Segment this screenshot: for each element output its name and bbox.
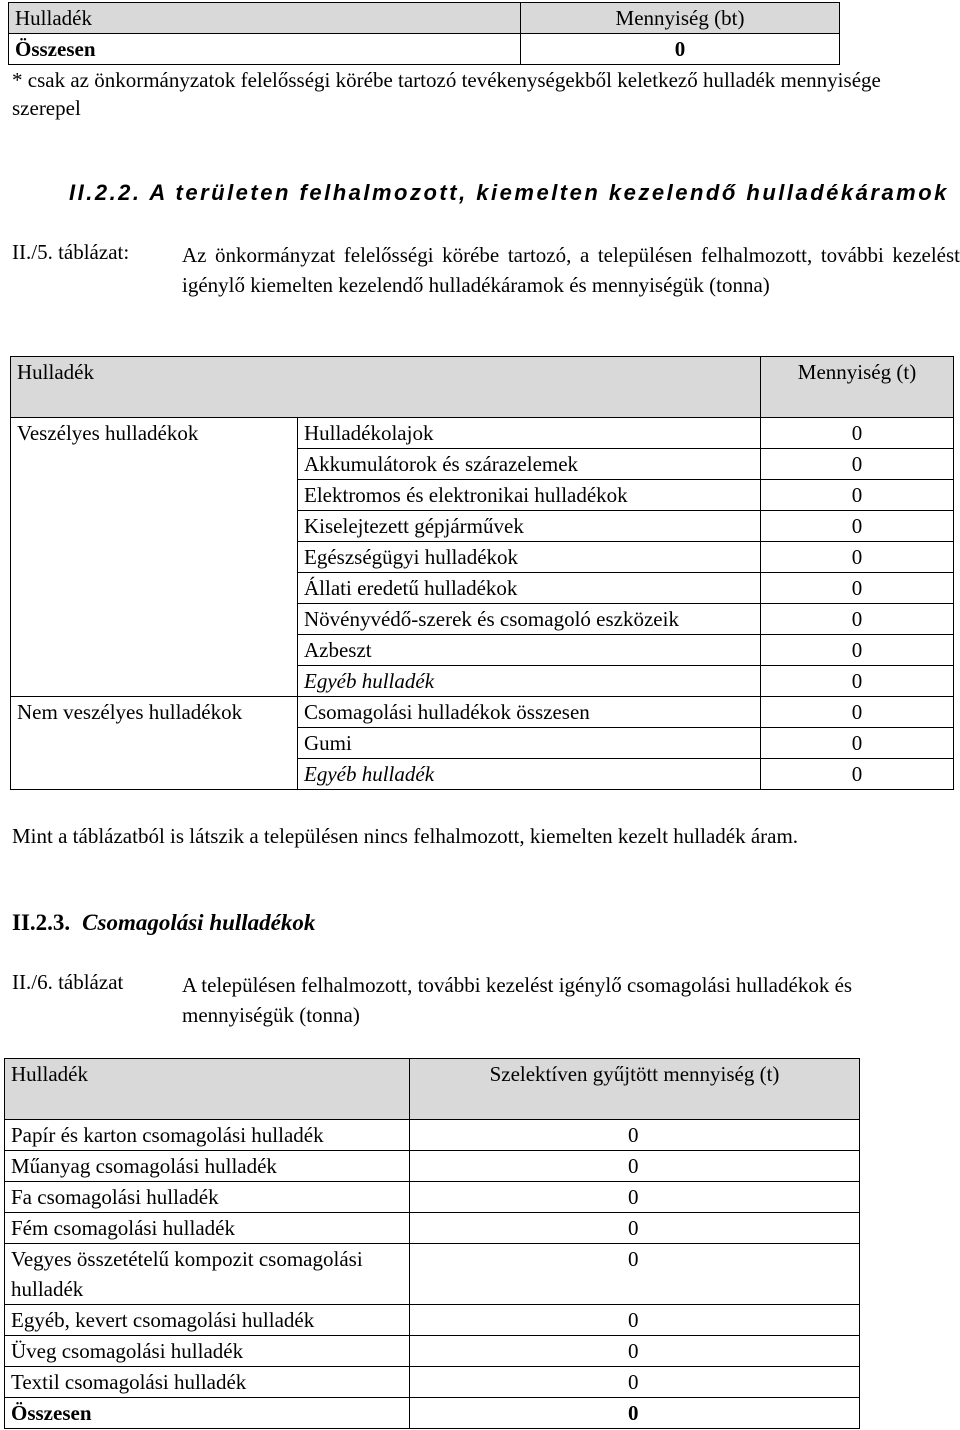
table-row [5,1336,860,1367]
section-title: Csomagolási hulladékok [82,910,316,935]
table-row [5,1244,860,1305]
table-row [5,1213,860,1244]
total-value: 0 [521,34,840,65]
table-header-row [5,1059,860,1120]
item-value: 0 [761,728,954,759]
header-collected-quantity: Szelektíven gyűjtött mennyiség (t) [410,1059,860,1120]
hazardous-waste-table [10,356,954,790]
item-label: Kiselejtezett gépjárművek [298,511,761,542]
row-value: 0 [410,1336,860,1367]
row-label: Papír és karton csomagolási hulladék [5,1120,410,1151]
row-value: 0 [410,1151,860,1182]
header-waste: Hulladék [5,1059,410,1120]
item-label: Egyéb hulladék [298,759,761,790]
table-caption-label: II./6. táblázat [12,970,124,994]
item-label: Növényvédő-szerek és csomagoló eszközeik [298,604,761,635]
item-label: Azbeszt [298,635,761,666]
row-label: Egyéb, kevert csomagolási hulladék [5,1305,410,1336]
table-row [11,697,954,728]
table-row [5,1151,860,1182]
total-label: Összesen [5,1398,410,1429]
table-row [5,1367,860,1398]
footnote: * csak az önkormányzatok felelősségi körébe tartozó tevékenységekből keletkező hulladék mennyisége szerepel [12,68,881,120]
item-label: Akkumulátorok és szárazelemek [298,449,761,480]
table-caption-text: Az önkormányzat felelősségi körébe tartozó, a településen felhalmozott, további kezelést igénylő kiemelten kezelendő hulladékáramok és mennyiségük (tonna) [182,243,960,297]
row-label: Fém csomagolási hulladék [5,1213,410,1244]
total-label: Összesen [9,34,521,65]
group-name: Nem veszélyes hulladékok [11,697,298,790]
header-quantity: Mennyiség (t) [761,357,954,418]
header-waste: Hulladék [9,3,521,34]
total-row [5,1398,860,1429]
item-value: 0 [761,449,954,480]
table-row [5,1120,860,1151]
row-label: Fa csomagolási hulladék [5,1182,410,1213]
row-value: 0 [410,1367,860,1398]
item-value: 0 [761,666,954,697]
item-value: 0 [761,604,954,635]
item-label: Egyéb hulladék [298,666,761,697]
row-value: 0 [410,1182,860,1213]
row-label: Textil csomagolási hulladék [5,1367,410,1398]
item-label: Gumi [298,728,761,759]
table-row [11,418,954,449]
row-value: 0 [410,1244,860,1305]
header-quantity: Mennyiség (bt) [521,3,840,34]
item-value: 0 [761,542,954,573]
item-value: 0 [761,511,954,542]
group-name: Veszélyes hulladékok [11,418,298,697]
row-value: 0 [410,1213,860,1244]
item-value: 0 [761,573,954,604]
total-value: 0 [410,1398,860,1429]
section-heading-2-2-2: II.2.2. A területen felhalmozott, kiemelten kezelendő hulladékáramok [69,180,949,205]
summary-text: Mint a táblázatból is látszik a településen nincs felhalmozott, kiemelten kezelt hulladék áram. [12,824,799,848]
total-row [9,34,840,65]
item-label: Egészségügyi hulladékok [298,542,761,573]
row-value: 0 [410,1305,860,1336]
row-label: Műanyag csomagolási hulladék [5,1151,410,1182]
section-heading-2-2-3 [12,910,315,936]
item-value: 0 [761,759,954,790]
summary-table [8,2,840,65]
table-caption-text: A településen felhalmozott, további kezelést igénylő csomagolási hulladékok és mennyiségük (tonna) [182,973,853,1027]
item-value: 0 [761,480,954,511]
row-label: Üveg csomagolási hulladék [5,1336,410,1367]
row-value: 0 [410,1120,860,1151]
table-row [5,1182,860,1213]
item-label: Hulladékolajok [298,418,761,449]
item-label: Elektromos és elektronikai hulladékok [298,480,761,511]
item-value: 0 [761,697,954,728]
table-header-row [9,3,840,34]
row-label: Vegyes összetételű kompozit csomagolási hulladék [5,1244,410,1305]
item-label: Állati eredetű hulladékok [298,573,761,604]
table-header-row [11,357,954,418]
packaging-waste-table [4,1058,860,1429]
item-value: 0 [761,635,954,666]
header-waste: Hulladék [11,357,761,418]
table-caption-label: II./5. táblázat: [12,240,130,264]
item-value: 0 [761,418,954,449]
table-row [5,1305,860,1336]
item-label: Csomagolási hulladékok összesen [298,697,761,728]
section-number: II.2.3. [12,910,71,935]
